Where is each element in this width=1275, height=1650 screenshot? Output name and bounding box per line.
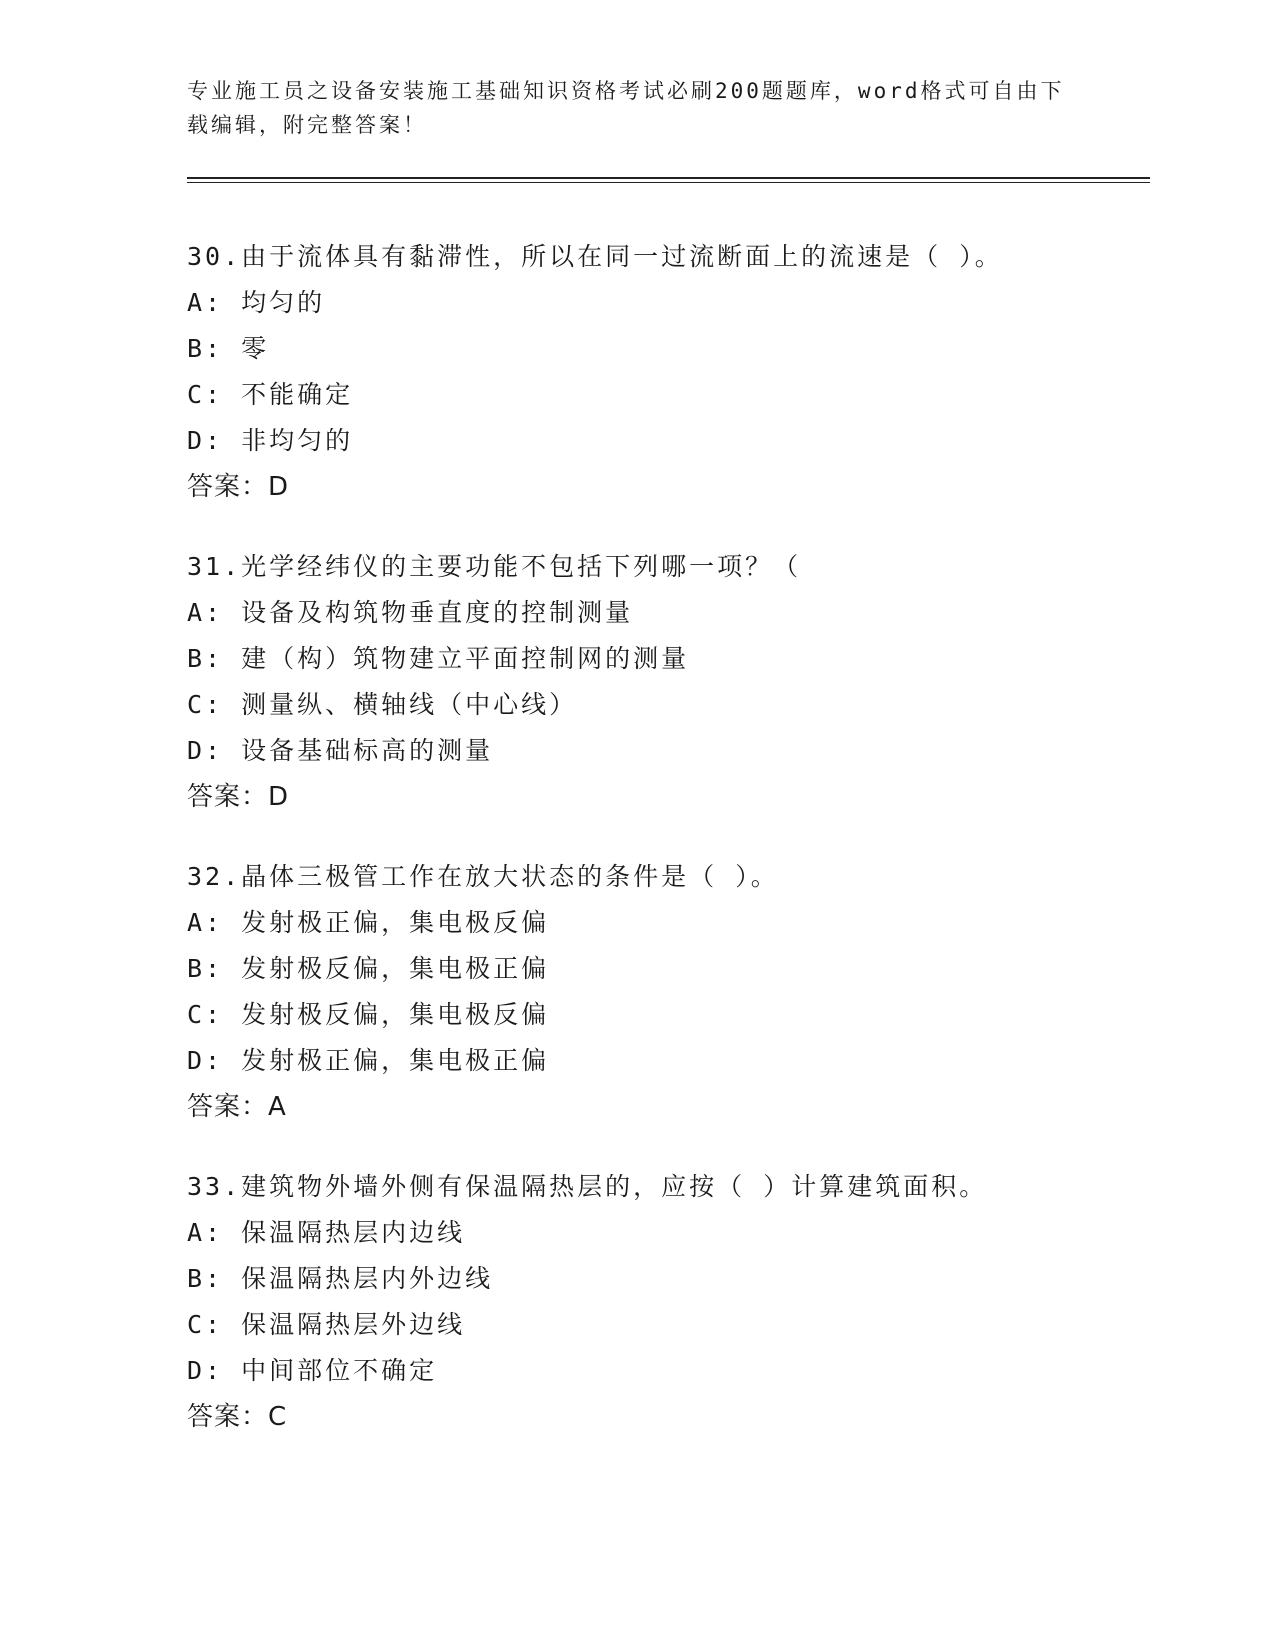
option-c: C: 测量纵、横轴线（中心线） [187, 690, 578, 719]
option-c: C: 发射极反偏，集电极反偏 [187, 1000, 550, 1029]
question-31 [187, 544, 1147, 820]
option-b: B: 零 [187, 334, 270, 363]
question-33 [187, 1164, 1147, 1440]
option-a: A: 均匀的 [187, 288, 326, 317]
question-30 [187, 234, 1147, 510]
option-c: C: 不能确定 [187, 380, 354, 409]
answer-label: 答案：D [187, 782, 290, 812]
option-b: B: 建（构）筑物建立平面控制网的测量 [187, 644, 690, 673]
option-d: D: 发射极正偏，集电极正偏 [187, 1046, 550, 1075]
option-d: D: 非均匀的 [187, 426, 354, 455]
option-c: C: 保温隔热层外边线 [187, 1310, 466, 1339]
option-d: D: 中间部位不确定 [187, 1356, 438, 1385]
header-divider-thin [187, 182, 1150, 183]
option-a: A: 设备及构筑物垂直度的控制测量 [187, 598, 634, 627]
header-divider-thick [187, 177, 1150, 179]
answer-label: 答案：C [187, 1402, 288, 1432]
option-a: A: 发射极正偏，集电极反偏 [187, 908, 550, 937]
option-d: D: 设备基础标高的测量 [187, 736, 494, 765]
document-header: 专业施工员之设备安装施工基础知识资格考试必刷200题题库，word格式可自由下载编辑，附完整答案！ [187, 79, 1065, 137]
option-b: B: 发射极反偏，集电极正偏 [187, 954, 550, 983]
option-a: A: 保温隔热层内边线 [187, 1218, 466, 1247]
question-stem: 30.由于流体具有黏滞性，所以在同一过流断面上的流速是（ ）。 [187, 242, 1003, 271]
answer-label: 答案：D [187, 472, 290, 502]
question-stem: 33.建筑物外墙外侧有保温隔热层的，应按（ ）计算建筑面积。 [187, 1172, 988, 1201]
question-32 [187, 854, 1147, 1130]
answer-label: 答案：A [187, 1092, 287, 1122]
question-stem: 32.晶体三极管工作在放大状态的条件是（ ）。 [187, 862, 779, 891]
option-b: B: 保温隔热层内外边线 [187, 1264, 494, 1293]
question-stem: 31.光学经纬仪的主要功能不包括下列哪一项？（ [187, 552, 802, 581]
question-list [187, 234, 1147, 1474]
